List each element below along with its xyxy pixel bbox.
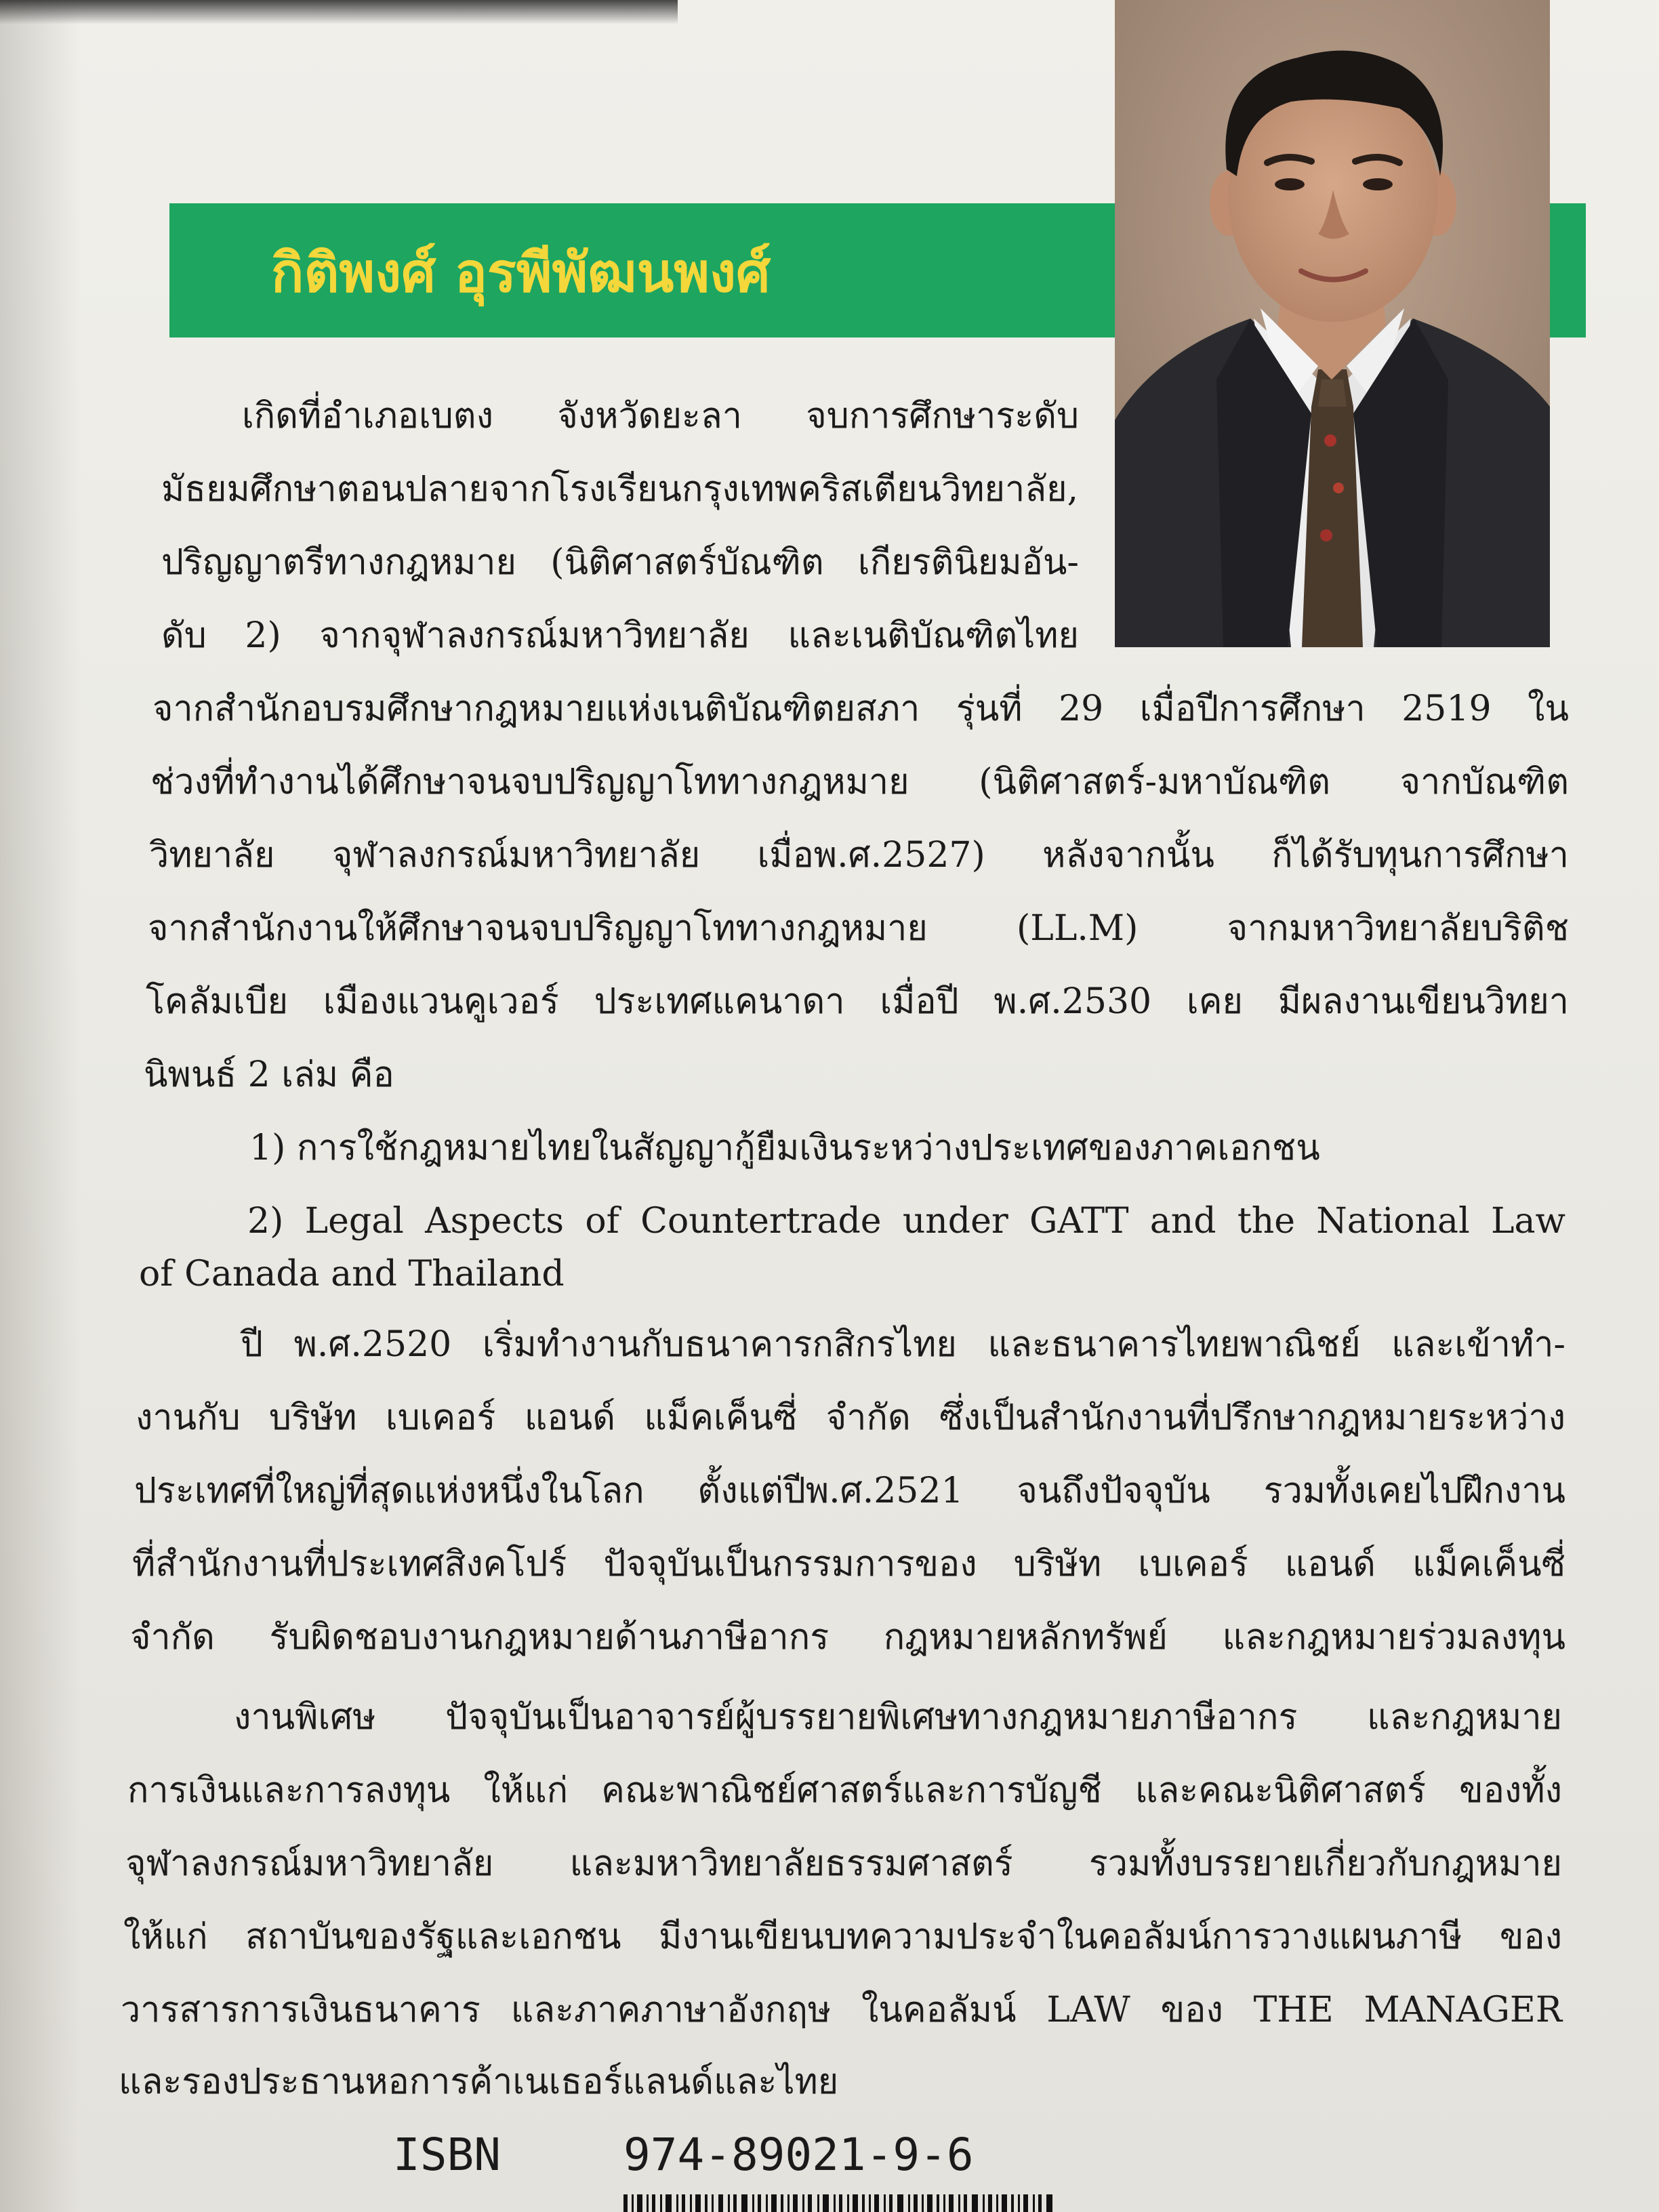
biography-line: โคลัมเบีย เมืองแวนคูเวอร์ ประเทศแคนาดา เมื่อปี พ.ศ.2530 เคย มีผลงานเขียนวิทยา	[146, 981, 1569, 1022]
biography-line: ดับ 2) จากจุฬาลงกรณ์มหาวิทยาลัย และเนติบัณฑิตไทย	[161, 615, 1079, 656]
thesis-item-2-continued: of Canada and Thailand	[139, 1254, 565, 1294]
biography-line: นิพนธ์ 2 เล่ม คือ	[144, 1054, 394, 1095]
thesis-item-1: 1) การใช้กฎหมายไทยในสัญญากู้ยืมเงินระหว่างประเทศของภาคเอกชน	[249, 1128, 1320, 1168]
biography-line: จำกัด รับผิดชอบงานกฎหมายด้านภาษีอากร กฎหมายหลักทรัพย์ และกฎหมายร่วมลงทุน	[130, 1617, 1565, 1658]
biography-line: จากสำนักงานให้ศึกษาจนจบปริญญาโททางกฎหมาย (LL.M) จากมหาวิทยาลัยบริติช	[148, 908, 1569, 949]
cover-top-edge	[0, 0, 678, 24]
barcode-icon	[623, 2194, 1057, 2212]
author-portrait-icon	[1115, 0, 1550, 647]
thesis-item-2: 2) Legal Aspects of Countertrade under GATT and the National Law	[247, 1201, 1565, 1242]
biography-line: งานพิเศษ ปัจจุบันเป็นอาจารย์ผู้บรรยายพิเศษทางกฎหมายภาษีอากร และกฎหมาย	[234, 1697, 1562, 1738]
author-name: กิติพงศ์ อุรพีพัฒนพงศ์	[271, 241, 771, 304]
biography-line: ประเทศที่ใหญ่ที่สุดแห่งหนึ่งในโลก ตั้งแต่ปีพ.ศ.2521 จนถึงปัจจุบัน รวมทั้งเคยไปฝึกงาน	[134, 1471, 1565, 1511]
biography-line: การเงินและการลงทุน ให้แก่ คณะพาณิชย์ศาสตร์และการบัญชี และคณะนิติศาสตร์ ของทั้ง	[127, 1770, 1562, 1811]
isbn-label: ISBN	[393, 2129, 501, 2181]
biography-line: และรองประธานหอการค้าเนเธอร์แลนด์และไทย	[119, 2062, 839, 2102]
biography-line: ปริญญาตรีทางกฎหมาย (นิติศาสตร์บัณฑิต เกียรตินิยมอัน-	[161, 542, 1079, 583]
biography-line: วิทยาลัย จุฬาลงกรณ์มหาวิทยาลัย เมื่อพ.ศ.2527) หลังจากนั้น ก็ได้รับทุนการศึกษา	[149, 835, 1569, 876]
biography-line: มัธยมศึกษาตอนปลายจากโรงเรียนกรุงเทพคริสเตียนวิทยาลัย,	[161, 469, 1079, 510]
biography-line: จุฬาลงกรณ์มหาวิทยาลัย และมหาวิทยาลัยธรรมศาสตร์ รวมทั้งบรรยายเกี่ยวกับกฎหมาย	[125, 1843, 1562, 1884]
biography-line: จากสำนักอบรมศึกษากฎหมายแห่งเนติบัณฑิตยสภา รุ่นที่ 29 เมื่อปีการศึกษา 2519 ใน	[152, 689, 1569, 729]
biography-line: ปี พ.ศ.2520 เริ่มทำงานกับธนาคารกสิกรไทย และธนาคารไทยพาณิชย์ และเข้าทำ-	[241, 1324, 1565, 1365]
biography-line: เกิดที่อำเภอเบตง จังหวัดยะลา จบการศึกษาระดับ	[242, 396, 1079, 436]
biography-line: ช่วงที่ทำงานได้ศึกษาจนจบปริญญาโททางกฎหมาย (นิติศาสตร์-มหาบัณฑิต จากบัณฑิต	[150, 762, 1569, 802]
biography-line: ที่สำนักงานที่ประเทศสิงคโปร์ ปัจจุบันเป็นกรรมการของ บริษัท เบเคอร์ แอนด์ แม็คเค็นซี่	[132, 1544, 1565, 1584]
isbn-number: 974-89021-9-6	[623, 2129, 974, 2181]
biography-line: วารสารการเงินธนาคาร และภาคภาษาอังกฤษ ในคอลัมน์ LAW ของ THE MANAGER	[121, 1990, 1562, 2030]
biography-line: งานกับ บริษัท เบเคอร์ แอนด์ แม็คเค็นซี่ จำกัด ซึ่งเป็นสำนักงานที่ปรึกษากฎหมายระหว่าง	[136, 1397, 1565, 1438]
page-shadow	[0, 0, 81, 2212]
biography-line: ให้แก่ สถาบันของรัฐและเอกชน มีงานเขียนบทความประจำในคอลัมน์การวางแผนภาษี ของ	[123, 1917, 1562, 1957]
author-portrait	[1115, 0, 1550, 647]
